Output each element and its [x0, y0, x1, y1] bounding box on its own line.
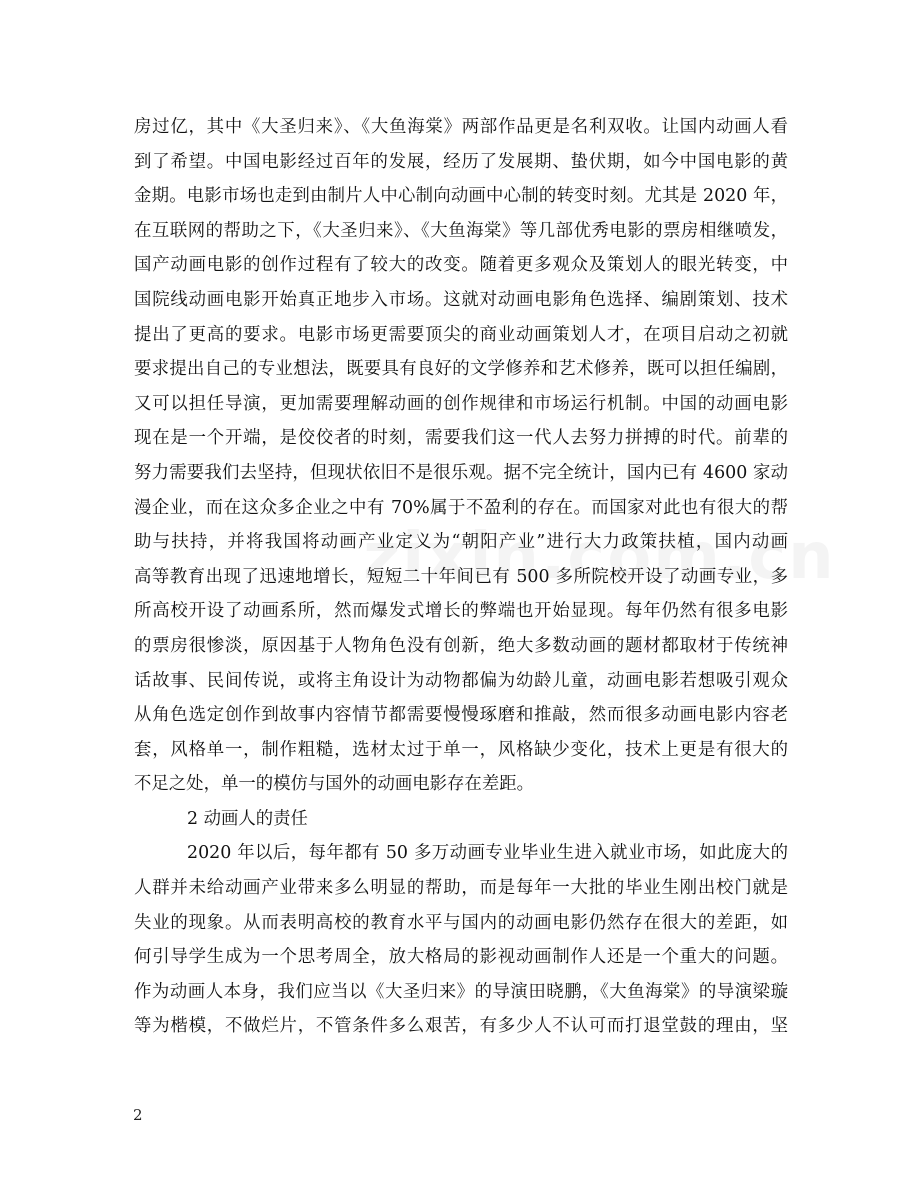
text-line: 到了希望。中国电影经过百年的发展，经历了发展期、蛰伏期，如今中国电影的黄	[134, 151, 788, 172]
text-line: 助与扶持，并将我国将动画产业定义为“朝阳产业”进行大力政策扶植，国内动画	[134, 532, 788, 553]
text-line: 失业的现象。从而表明高校的教育水平与国内的动画电影仍然存在很大的差距，如	[134, 912, 788, 933]
body-text	[134, 110, 788, 1044]
text-line: 国产动画电影的创作过程有了较大的改变。随着更多观众及策划人的眼光转变，中	[134, 255, 788, 276]
text-line: 房过亿，其中《大圣归来》、《大鱼海棠》两部作品更是名利双收。让国内动画人看	[134, 117, 788, 137]
text-line: 所高校开设了动画系所，然而爆发式增长的弊端也开始显现。每年仍然有很多电影	[134, 601, 788, 622]
text-line: 努力需要我们去坚持，但现状依旧不是很乐观。据不完全统计，国内已有 4600 家动	[134, 462, 788, 483]
text-line: 现在是一个开端，是佼佼者的时刻，需要我们这一代人去努力拼搏的时代。前辈的	[134, 428, 788, 449]
section-heading: 2 动画人的责任	[187, 808, 308, 829]
text-line: 高等教育出现了迅速地增长，短短二十年间已有 500 多所院校开设了动画专业，多	[134, 566, 788, 587]
text-line: 不足之处，单一的模仿与国外的动画电影存在差距。	[134, 774, 534, 795]
text-line: 话故事、民间传说，或将主角设计为动物都偏为幼龄儿童，动画电影若想吸引观众	[134, 670, 788, 691]
text-line: 金期。电影市场也走到由制片人中心制向动画中心制的转变时刻。尤其是 2020 年，	[134, 186, 788, 207]
text-line: 在互联网的帮助之下，《大圣归来》、《大鱼海棠》等几部优秀电影的票房相继喷发，	[134, 220, 788, 241]
text-line: 提出了更高的要求。电影市场更需要顶尖的商业动画策划人才，在项目启动之初就	[134, 324, 788, 345]
text-line: 何引导学生成为一个思考周全，放大格局的影视动画制作人还是一个重大的问题。	[134, 947, 788, 968]
text-line: 2020 年以后，每年都有 50 多万动画专业毕业生进入就业市场，如此庞大的	[187, 843, 788, 864]
page-number: 2	[133, 1106, 143, 1124]
text-line: 又可以担任导演，更加需要理解动画的创作规律和市场运行机制。中国的动画电影	[134, 393, 788, 414]
text-line: 人群并未给动画产业带来多么明显的帮助，而是每年一大批的毕业生刚出校门就是	[134, 878, 788, 899]
text-line: 等为楷模，不做烂片，不管条件多么艰苦，有多少人不认可而打退堂鼓的理由，坚	[134, 1016, 788, 1037]
text-line: 作为动画人本身，我们应当以《大圣归来》的导演田晓鹏，《大鱼海棠》的导演梁璇	[134, 981, 788, 1002]
text-line: 套，风格单一，制作粗糙，选材太过于单一，风格缺少变化，技术上更是有很大的	[134, 739, 788, 760]
text-line: 国院线动画电影开始真正地步入市场。这就对动画电影角色选择、编剧策划、技术	[134, 289, 788, 310]
text-line: 的票房很惨淡，原因基于人物角色没有创新，绝大多数动画的题材都取材于传统神	[134, 635, 788, 656]
text-line: 要求提出自己的专业想法，既要具有良好的文学修养和艺术修养，既可以担任编剧，	[134, 359, 788, 380]
text-line: 漫企业，而在这众多企业之中有 70%属于不盈利的存在。而国家对此也有很大的帮	[134, 497, 788, 518]
text-line: 从角色选定创作到故事内容情节都需要慢慢琢磨和推敲，然而很多动画电影内容老	[134, 705, 788, 726]
